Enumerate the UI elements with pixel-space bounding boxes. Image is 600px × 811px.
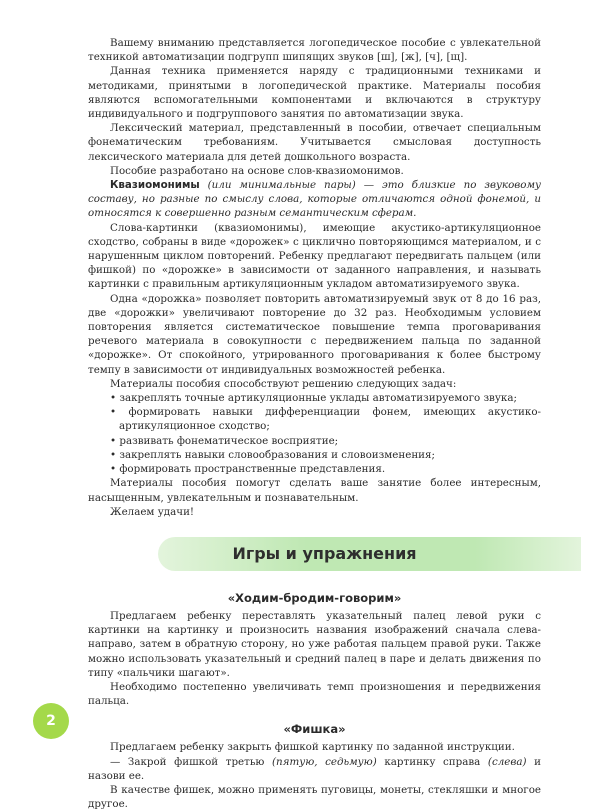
definition-text: — это близкие по звуковому составу, но разные по смыслу слова, которые отличаются одной фонемой, и относятся к совершенно разным семантическим сферам.	[88, 179, 541, 220]
task-item: • закреплять навыки словообразования и словоизменения;	[110, 448, 436, 461]
game1-paragraph: Необходимо постепенно увеличивать темп произношения и передвижения пальца.	[88, 680, 541, 708]
body-paragraph: Одна «дорожка» позволяет повторить автоматизируемый звук от 8 до 16 раз, две «дорожки» увеличивают повторение до 32 раз. Необходимым условием повторения является систематическое повышение темпа проговаривания речевого материала в совокупности с передвижением пальца по заданной «дорожке». От спокойного, утрированного проговаривания к более быстрому темпу в зависимости от индивидуальных возможностей ребенка.	[88, 292, 541, 376]
game1-paragraph: Предлагаем ребенку переставлять указательный палец левой руки с картинки на картинку и произносить названия изображений сначала слева-направо, затем в обратную сторону, но уже работая пальцем правой руки. Также можно использовать указательный и средний палец в паре и делать движения по типу «пальчики шагают».	[88, 609, 541, 679]
page-number-badge: 2	[33, 703, 69, 739]
game2-title: «Фишка»	[283, 722, 346, 737]
instr-italic: (слева)	[487, 755, 527, 768]
task-item: • развивать фонематическое восприятие;	[110, 434, 339, 447]
closing-paragraph: Материалы пособия помогут сделать ваше занятие более интересным, насыщенным, увлекательным и познавательным.	[88, 477, 541, 504]
body-paragraph: Материалы пособия способствуют решению следующих задач:	[110, 377, 457, 390]
task-item: • формировать пространственные представления.	[110, 463, 386, 476]
section-banner	[88, 537, 541, 577]
game2-paragraph: В качестве фишек, можно применять пуговицы, монеты, стекляшки и многое другое.	[88, 783, 541, 811]
body-paragraph: Слова-картинки (квазиомонимы), имеющие акустико-артикуляционное сходство, собраны в виде «дорожек» с циклично повторяющимся материалом, и с нарушенным циклом повторений. Ребенку предлагают передвигать пальцем (или фишкой) по «дорожке» в зависимости от заданного направления, и называть картинки с правильным артикуляционным укладом автоматизируемого звука.	[88, 221, 541, 291]
task-item: • закреплять точные артикуляционные уклады автоматизируемого звука;	[110, 392, 517, 405]
intro-paragraph: Вашему вниманию представляется логопедическое пособие с увлекательной техникой автоматизации подгрупп шипящих звуков [ш], [ж], [ч], [щ].	[88, 37, 541, 64]
instr-text: — Закрой фишкой третью	[110, 755, 272, 768]
section-title: Игры и упражнения	[232, 543, 417, 563]
task-list	[88, 391, 541, 476]
task-item: • формировать навыки дифференциации фонем, имеющих акустико-артикуляционное сходство;	[110, 406, 541, 433]
intro-paragraph: Данная техника применяется наряду с традиционными техниками и методиками, принятыми в логопедической практике. Материалы пособия являются вспомогательными компонентами и включаются в структуру индивидуального и подгруппового занятия по автоматизации звука.	[88, 65, 541, 121]
game2-paragraph: Предлагаем ребенку закрыть фишкой картинку по заданной инструкции.	[110, 741, 515, 754]
intro-paragraph: Лексический материал, представленный в пособии, отвечает специальным фонематическим требованиям. Учитывается смысловая доступность лексического материала для детей дошкольного возраста.	[88, 122, 541, 163]
definition-paren: (или минимальные пары)	[207, 179, 356, 192]
intro-paragraph: Пособие разработано на основе слов-квазиомонимов.	[110, 164, 404, 177]
instr-text: картинку справа	[376, 755, 488, 768]
definition-term: Квазиомонимы	[110, 179, 200, 192]
definition-paragraph	[88, 178, 541, 221]
closing-wish: Желаем удачи!	[110, 505, 195, 518]
instr-text: и назови ее.	[88, 755, 541, 782]
instr-italic: (пятую, седьмую)	[272, 755, 377, 768]
page-content	[88, 36, 541, 811]
game1-title: «Ходим-бродим-говорим»	[227, 590, 402, 605]
game2-instruction	[88, 755, 541, 783]
